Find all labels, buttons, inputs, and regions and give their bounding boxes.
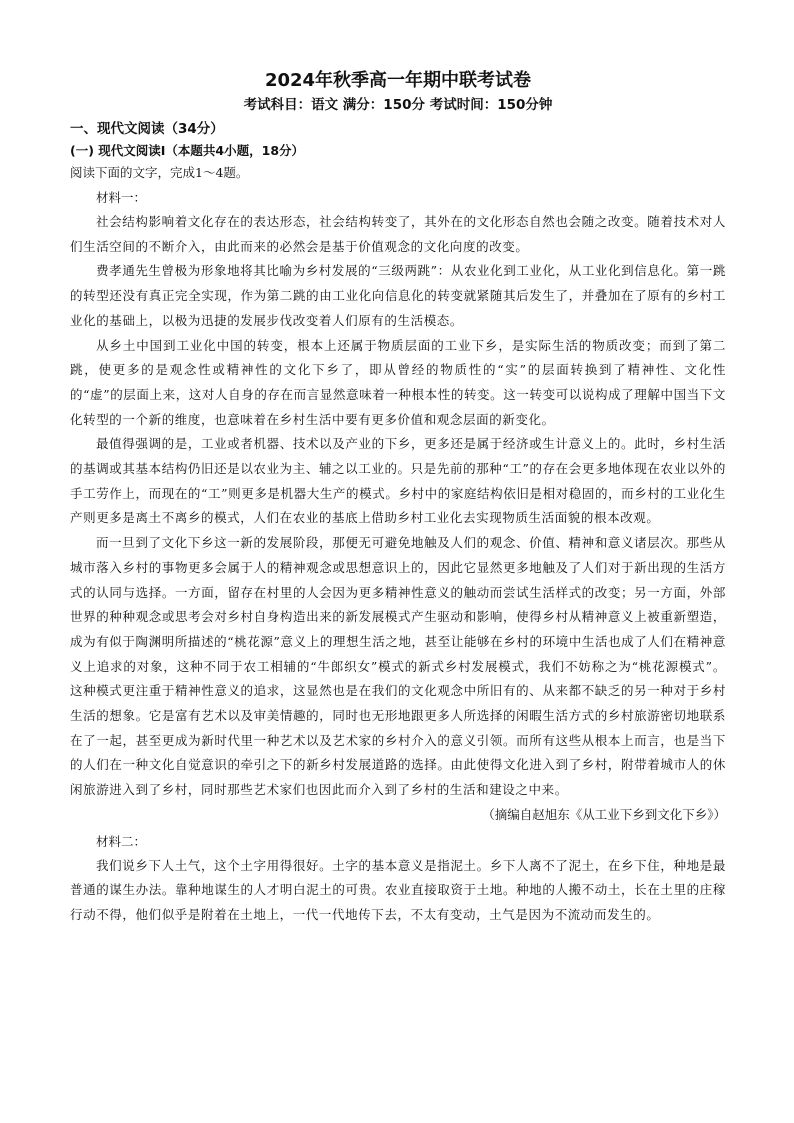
material-one-source: （摘编自赵旭东《从工业下乡到文化下乡》） (482, 806, 726, 822)
reading-instruction: 阅读下面的文字，完成1～4题。 (70, 165, 249, 180)
material-one-paragraph: 费孝通先生曾极为形象地将其比喻为乡村发展的“三级两跳”：从农业化到工业化，从工业化到信息化。第一跳的转型还没有真正完全实现，作为第二跳的由工业化向信息化的转变就紧随其后发生了，并叠加在了原有的乡村工业化的基础上，以极为迅捷的发展步伐改变着人们原有的生活模态。 (70, 263, 726, 328)
material-one-paragraph: 而一旦到了文化下乡这一新的发展阶段，那便无可避免地触及人们的观念、价值、精神和意义诸层次。那些从城市落入乡村的事物更多会属于人的精神观念或思想意识上的，因此它显然更多地触及了人们对于新出现的生活方式的认同与选择。一方面，留存在村里的人会因为更多精神性意义的触动而尝试生活样式的改变；另一方面，外部世界的种种观念或思考会对乡村自身构造出来的新发展模式产生驱动和影响，使得乡村从精神意义上被重新塑造，成为有似于陶渊明所描述的“桃花源”意义上的理想生活之地，甚至让能够在乡村的环境中生活也成了人们在精神意义上追求的对象，这种不同于农工相辅的“牛郎织女”模式的新式乡村发展模式，我们不妨称之为“桃花源模式”。这种模式更注重于精神性意义的追求，这显然也是在我们的文化观念中所旧有的、从来都不缺乏的另一种对于乡村生活的想象。它是富有艺术以及审美情趣的，同时也无形地跟更多人所选择的闲暇生活方式的乡村旅游密切地联系在了一起，甚至更成为新时代里一种艺术以及艺术家的乡村介入的意义引领。而所有这些从根本上而言，也是当下的人们在一种文化自觉意识的牵引之下的新乡村发展道路的选择。由此使得文化进入到了乡村，附带着城市人的休闲旅游进入到了乡村，同时那些艺术家们也因此而介入到了乡村的生活和建设之中来。 (70, 535, 726, 798)
material-one-paragraph: 从乡土中国到工业化中国的转变，根本上还属于物质层面的工业下乡，是实际生活的物质改变；而到了第二跳，使更多的是观念性或精神性的文化下乡了，即从曾经的物质性的“实”的层面转换到了精神性、文化性的“虚”的层面上来，这对人自身的存在而言显然意味着一种根本性的转变。这一转变可以说构成了理解中国当下文化转型的一个新的维度，也意味着在乡村生活中要有更多价值和观念层面的新变化。 (70, 337, 726, 427)
material-two-paragraph: 我们说乡下人土气，这个土字用得很好。土字的基本意义是指泥土。乡下人离不了泥土，在乡下住，种地是最普通的谋生办法。靠种地谋生的人才明白泥土的可贵。农业直接取资于土地。种地的人搬不动土，长在土里的庄稼行动不得，他们似乎是附着在土地上，一代一代地传下去，不太有变动，土气是因为不流动而发生的。 (70, 857, 726, 922)
exam-page (70, 68, 726, 928)
subsection-heading: (一) 现代文阅读Ⅰ（本题共4小题，18分） (70, 143, 305, 158)
exam-subtitle: 考试科目：语文 满分：150分 考试时间：150分钟 (243, 97, 553, 113)
section-heading: 一、现代文阅读（34分） (70, 121, 224, 137)
material-two-label: 材料二： (96, 833, 147, 849)
material-one-paragraph: 最值得强调的是，工业或者机器、技术以及产业的下乡，更多还是属于经济或生计意义上的。此时，乡村生活的基调或其基本结构仍旧还是以农业为主、辅之以工业的。只是先前的那种“工”的存在会更多地体现在农业以外的手工劳作上，而现在的“工”则更多是机器大生产的模式。乡村中的家庭结构依旧是相对稳固的，而乡村的工业化生产则更多是离土不离乡的模式，人们在农业的基底上借助乡村工业化去实现物质生活面貌的根本改观。 (70, 436, 726, 526)
exam-title: 2024年秋季高一年期中联考试卷 (264, 70, 532, 91)
material-one-label: 材料一： (96, 190, 147, 205)
material-one-paragraph: 社会结构影响着文化存在的表达形态，社会结构转变了，其外在的文化形态自然也会随之改变。随着技术对人们生活空间的不断介入，由此而来的必然会是基于价值观念的文化向度的改变。 (70, 214, 726, 254)
